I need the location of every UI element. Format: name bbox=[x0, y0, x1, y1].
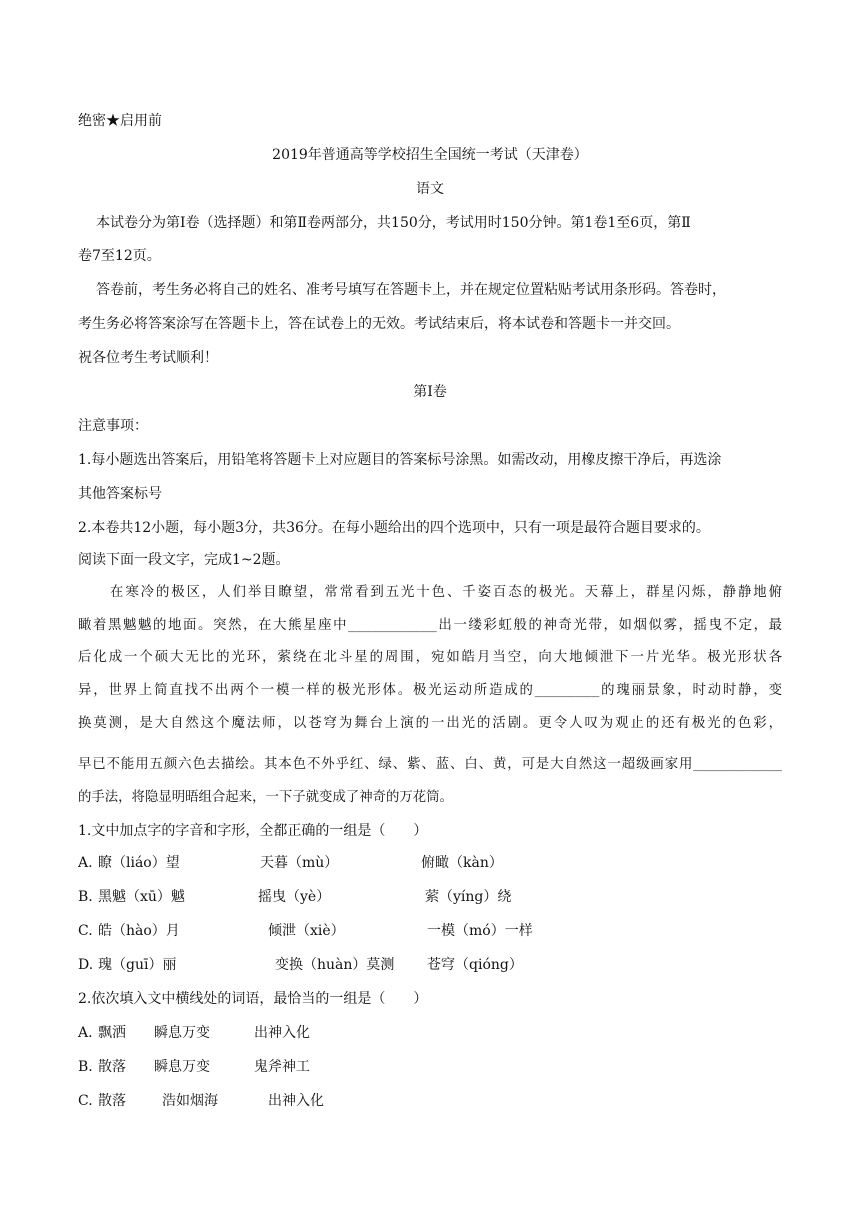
option-item-3: 出神入化 bbox=[268, 1093, 324, 1109]
notice-line-3: 2.本卷共12小题，每小题3分，共36分。在每小题给出的四个选项中，只有一项是最符合题目要求的。 bbox=[78, 520, 710, 536]
notice-title: 注意事项： bbox=[78, 418, 148, 434]
option-item-1: 散落 bbox=[98, 1093, 126, 1109]
option-item-2: 变换（huàn）莫测 bbox=[275, 957, 395, 973]
section-title: 第Ⅰ卷 bbox=[413, 384, 447, 400]
passage-line-2: 瞰着黑魆魆的地面。突然，在大熊星座中___________出一缕彩虹般的神奇光带，如烟似雾，摇曳不定，最 bbox=[78, 618, 782, 633]
option-item-3: 苍穹（qióng） bbox=[427, 957, 523, 973]
passage-line-7: 的手法，将隐显明晤组合起来，一下子就变成了神奇的万花筒。 bbox=[78, 790, 453, 805]
intro-line-3: 答卷前，考生务必将自己的姓名、准考号填写在答题卡上，并在规定位置粘贴考试用条形码。答卷时， bbox=[96, 282, 726, 298]
notice-line-2: 其他答案标号 bbox=[78, 486, 162, 502]
intro-line-2: 卷7至12页。 bbox=[78, 248, 161, 264]
passage-line-3: 后化成一个硕大无比的光环，萦绕在北斗星的周围，宛如皓月当空，向大地倾泄下一片光华。极光形状各 bbox=[78, 650, 782, 665]
option-item-3: 出神入化 bbox=[254, 1025, 310, 1041]
option-item-3: 一模（mó）一样 bbox=[427, 923, 533, 939]
option-item-1: 皓（hào）月 bbox=[98, 923, 180, 939]
option-item-2: 浩如烟海 bbox=[162, 1093, 218, 1109]
option-item-3: 萦（yíng）绕 bbox=[425, 889, 512, 905]
option-item-1: 瑰（guī）丽 bbox=[98, 957, 177, 973]
option-item-2: 摇曳（yè） bbox=[258, 889, 331, 905]
option-label: B. bbox=[78, 889, 93, 905]
option-item-1: 散落 bbox=[98, 1059, 126, 1075]
option-label: C. bbox=[78, 923, 93, 939]
option-label: C. bbox=[78, 1093, 93, 1109]
intro-line-5: 祝各位考生考试顺利！ bbox=[78, 350, 218, 366]
option-item-2: 天暮（mù） bbox=[260, 855, 339, 871]
option-item-1: 黑魆（xū）魆 bbox=[98, 889, 185, 905]
intro-line-4: 考生务必将答案涂写在答题卡上，答在试卷上的无效。考试结束后，将本试卷和答题卡一并交回。 bbox=[78, 316, 680, 332]
option-label: D. bbox=[78, 957, 94, 973]
option-label: A. bbox=[78, 1025, 93, 1041]
option-item-3: 俯瞰（kàn） bbox=[421, 855, 503, 871]
q1-stem: 1.文中加点字的字音和字形，全都正确的一组是（ ） bbox=[78, 823, 428, 839]
secret-label: 绝密★启用前 bbox=[78, 113, 162, 129]
passage-line-4: 异，世界上简直找不出两个一模一样的极光形体。极光运动所造成的________的瑰丽景象，时动时静，变 bbox=[78, 683, 782, 698]
option-item-1: 瞭（liáo）望 bbox=[98, 855, 180, 871]
option-item-2: 瞬息万变 bbox=[154, 1025, 210, 1041]
option-label: A. bbox=[78, 855, 93, 871]
notice-line-1: 1.每小题选出答案后，用铅笔将答题卡上对应题目的答案标号涂黑。如需改动，用橡皮擦干净后，再选涂 bbox=[78, 452, 722, 468]
option-item-2: 倾泄（xiè） bbox=[268, 923, 345, 939]
exam-title: 2019年普通高等学校招生全国统一考试（天津卷） bbox=[272, 147, 588, 163]
option-item-3: 鬼斧神工 bbox=[254, 1059, 310, 1075]
q2-stem: 2.依次填入文中横线处的词语，最恰当的一组是（ ） bbox=[78, 991, 428, 1007]
option-label: B. bbox=[78, 1059, 93, 1075]
passage-line-5: 换莫测，是大自然这个魔法师，以苍穹为舞台上演的一出光的活剧。更令人叹为观止的还有极光的色彩， bbox=[78, 716, 782, 731]
passage-line-1: 在寒冷的极区，人们举目瞭望，常常看到五光十色、千姿百态的极光。天幕上，群星闪烁，静静地俯 bbox=[110, 585, 782, 600]
option-item-2: 瞬息万变 bbox=[154, 1059, 210, 1075]
option-item-1: 飘洒 bbox=[98, 1025, 126, 1041]
notice-line-4: 阅读下面一段文字，完成1~2题。 bbox=[78, 552, 290, 568]
intro-line-1: 本试卷分为第Ⅰ卷（选择题）和第Ⅱ卷两部分，共150分，考试用时150分钟。第1卷1至6页，第Ⅱ bbox=[96, 215, 691, 231]
passage-line-6: 早已不能用五颜六色去描绘。其本色不外乎红、绿、紫、蓝、白、黄，可是大自然这一超级画家用___________ bbox=[78, 757, 782, 772]
subject-title: 语文 bbox=[416, 181, 444, 197]
